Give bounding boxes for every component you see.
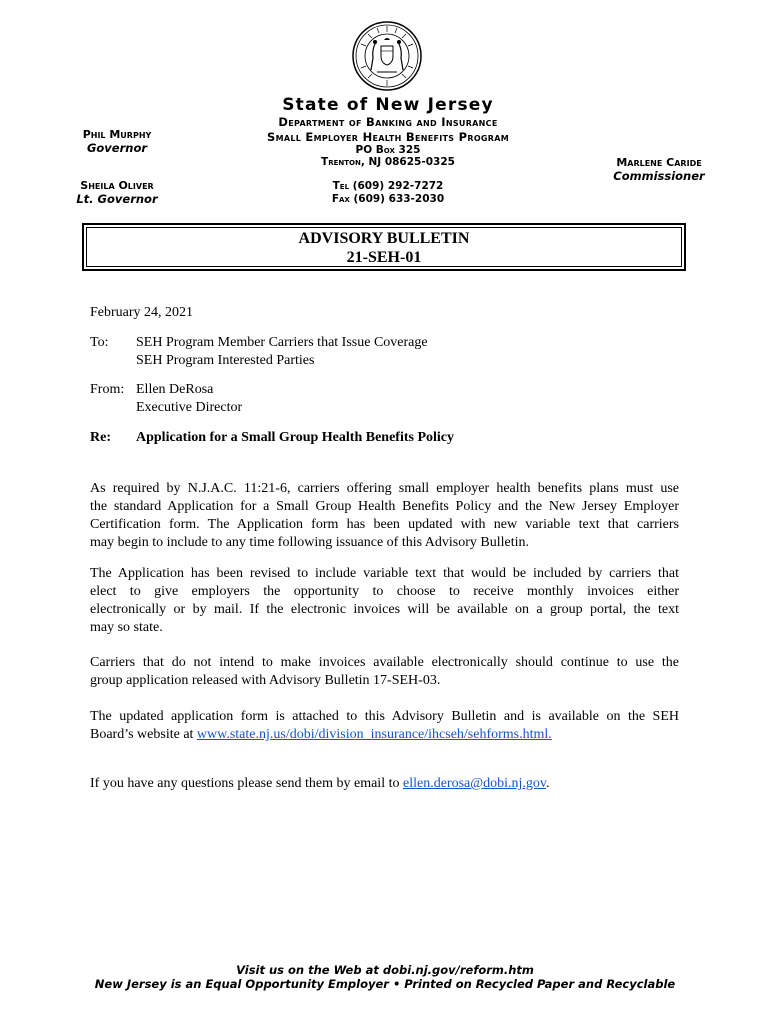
- from-line: Executive Director: [136, 400, 243, 415]
- paragraph-line: [90, 726, 679, 744]
- bulletin-title: ADVISORY BULLETIN: [298, 230, 470, 247]
- program-name: Small Employer Health Benefits Program: [267, 130, 509, 144]
- paragraph-updated-form: [90, 708, 679, 744]
- paragraph-line: elect to give employers the opportunity to choose to receive monthly invoices either: [90, 584, 679, 599]
- memo-date: February 24, 2021: [90, 305, 194, 320]
- to-line: SEH Program Interested Parties: [136, 353, 315, 368]
- footer-web-line: Visit us on the Web at dobi.nj.gov/reform.htm: [236, 963, 534, 977]
- lt-governor-title: Lt. Governor: [76, 192, 158, 206]
- state-seal-logo: [351, 20, 423, 92]
- questions-prefix: If you have any questions please send them by email to: [90, 776, 403, 791]
- paragraph-line: may begin to include to any time following issuance of this Advisory Bulletin.: [90, 535, 529, 550]
- po-box: PO Box 325: [355, 144, 421, 156]
- department-name: Department of Banking and Insurance: [278, 115, 498, 129]
- website-prefix: Board’s website at: [90, 727, 197, 742]
- paragraph-revision: [90, 565, 679, 637]
- paragraph-line: The Application has been revised to include variable text that would be included by carriers that: [90, 566, 679, 581]
- lt-governor-block: [47, 179, 187, 206]
- to-recipients: [136, 334, 428, 370]
- paragraph-requirements: [90, 480, 679, 552]
- from-label: From:: [90, 382, 125, 397]
- footer-employer-line: New Jersey is an Equal Opportunity Employer • Printed on Recycled Paper and Recyclable: [94, 977, 676, 991]
- paragraph-line: may so state.: [90, 620, 163, 635]
- governor-block: [47, 128, 187, 155]
- commissioner-name: Marlene Caride: [616, 156, 702, 169]
- re-label: Re:: [90, 430, 111, 445]
- governor-title: Governor: [86, 141, 148, 155]
- bulletin-number: 21-SEH-01: [346, 249, 422, 266]
- paragraph-line: electronically or by mail. If the electronic invoices will be available on a group portal, the text: [90, 602, 679, 617]
- paragraph-line: Carriers that do not intend to make invoices available electronically should continue to use the: [90, 655, 679, 670]
- seh-forms-link[interactable]: www.state.nj.us/dobi/division_insurance/ihcseh/sehforms.html.: [196, 727, 552, 742]
- paragraph-line: [90, 775, 679, 793]
- telephone: Tel (609) 292-7272: [332, 180, 444, 192]
- paragraph-line: Certification form. The Application form has been updated with new variable text that carriers: [90, 517, 679, 532]
- paragraph-line: As required by N.J.A.C. 11:21-6, carriers offering small employer health benefits plans must use: [90, 481, 679, 496]
- bulletin-box: [82, 223, 686, 271]
- paragraph-line: The updated application form is attached to this Advisory Bulletin and is available on the SEH: [90, 709, 679, 724]
- fax: Fax (609) 633-2030: [331, 193, 445, 205]
- paragraph-questions: [90, 775, 679, 793]
- commissioner-title: Commissioner: [613, 169, 705, 183]
- city-address: Trenton, NJ 08625-0325: [321, 156, 455, 168]
- lt-governor-name: Sheila Oliver: [80, 179, 154, 192]
- contact-email-link[interactable]: ellen.derosa@dobi.nj.gov: [402, 776, 546, 791]
- governor-name: Phil Murphy: [82, 128, 152, 141]
- to-line: SEH Program Member Carriers that Issue Coverage: [136, 335, 428, 350]
- questions-suffix: .: [546, 776, 550, 791]
- commissioner-block: [589, 156, 729, 183]
- paragraph-carriers: [90, 654, 679, 690]
- paragraph-line: the standard Application for a Small Group Health Benefits Policy and the New Jersey Employer: [90, 499, 679, 514]
- to-label: To:: [90, 335, 109, 350]
- from-sender: [136, 381, 242, 417]
- re-text: Application for a Small Group Health Benefits Policy: [136, 430, 454, 445]
- from-line: Ellen DeRosa: [136, 382, 214, 397]
- paragraph-line: group application released with Advisory Bulletin 17-SEH-03.: [90, 673, 441, 688]
- state-title: State of New Jersey: [282, 95, 494, 115]
